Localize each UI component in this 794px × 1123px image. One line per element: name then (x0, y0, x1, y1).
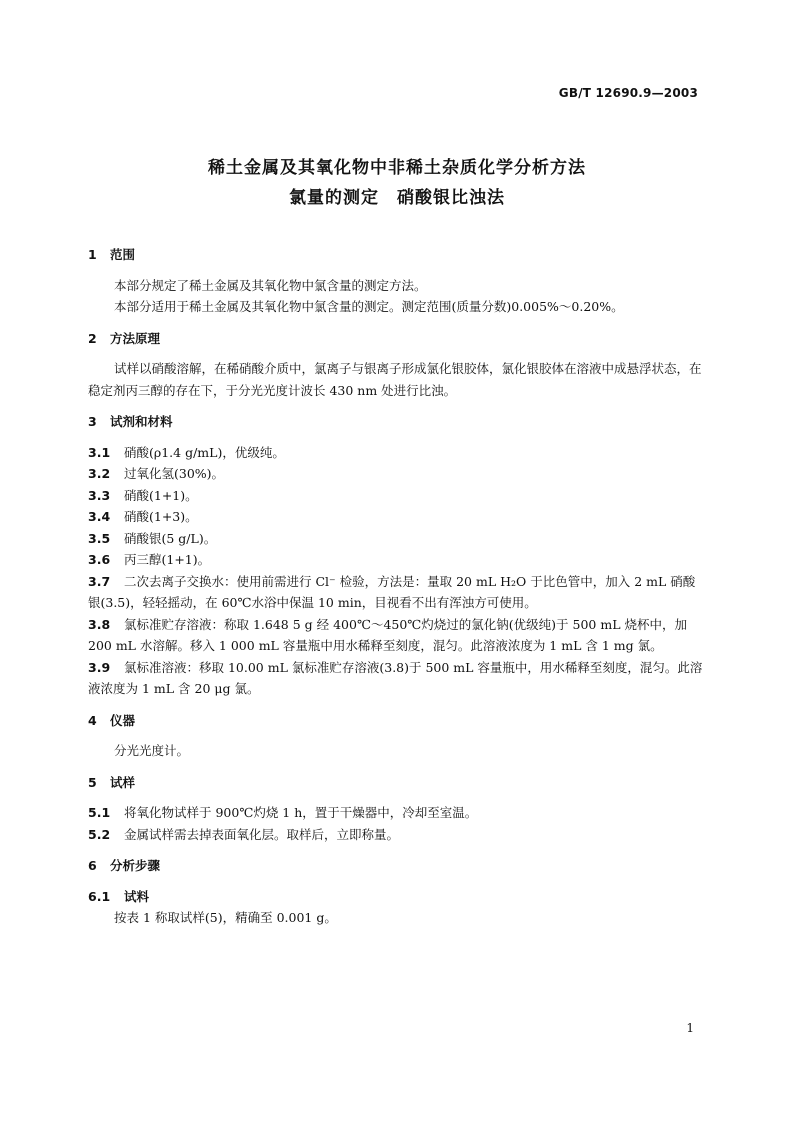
section-reagents (88, 411, 704, 700)
paragraph: 分光光度计。 (114, 743, 190, 758)
paragraph: 本部分适用于稀土金属及其氧化物中氯含量的测定。测定范围(质量分数)0.005%～0.20%。 (114, 299, 624, 314)
item-number: 3.9 (88, 659, 111, 675)
item-number: 3.8 (88, 616, 111, 632)
section-apparatus (88, 710, 704, 762)
item-text: 金属试样需去掉表面氧化层。取样后，立即称量。 (124, 826, 400, 842)
item-number: 3.6 (88, 552, 111, 567)
section-heading (88, 772, 704, 794)
standard-code: GB/T 12690.9—2003 (558, 86, 698, 100)
list-item (88, 485, 704, 507)
section-procedure (88, 855, 704, 929)
document-title-line-1: 稀土金属及其氧化物中非稀土杂质化学分析方法 (208, 158, 586, 178)
item-number: 3.3 (88, 487, 111, 503)
paragraph: 按表 1 称取试样(5)，精确至 0.001 g。 (114, 910, 337, 925)
section-title: 仪器 (110, 712, 136, 728)
subsection-heading (88, 886, 704, 908)
list-item (88, 802, 704, 824)
section-title: 范围 (110, 247, 136, 262)
list-item (88, 657, 704, 700)
section-number: 2 (88, 330, 97, 346)
list-item (88, 824, 704, 846)
item-number: 3.7 (88, 573, 111, 589)
section-scope (88, 244, 704, 318)
section-number: 1 (88, 247, 97, 262)
section-number: 5 (88, 774, 97, 790)
item-text: 氯标准贮存溶液：称取 1.648 5 g 经 400℃～450℃灼烧过的氯化钠(优级纯)于 500 mL 烧杯中，加 200 mL 水溶解。移入 1 000 mL 容量瓶中用水稀释至刻度，混匀。此溶液浓度为 1 mL 含 1 mg 氯。 (88, 616, 687, 653)
item-number: 3.1 (88, 444, 111, 460)
document-body (88, 244, 704, 939)
list-item (88, 528, 704, 550)
item-text: 过氧化氢(30%)。 (124, 466, 225, 481)
section-title: 分析步骤 (110, 858, 161, 873)
section-title: 试剂和材料 (110, 414, 173, 429)
item-number: 5.1 (88, 805, 111, 820)
item-text: 硝酸(1+3)。 (124, 509, 198, 524)
item-number: 5.2 (88, 826, 111, 842)
list-item (88, 506, 704, 528)
item-text: 将氧化物试样于 900℃灼烧 1 h，置于干燥器中，冷却至室温。 (124, 805, 478, 820)
section-number: 4 (88, 712, 97, 728)
section-heading (88, 328, 704, 350)
list-item (88, 614, 704, 657)
section-title: 方法原理 (110, 330, 161, 346)
section-sample (88, 772, 704, 846)
item-text: 丙三醇(1+1)。 (124, 552, 211, 567)
section-number: 6 (88, 858, 97, 873)
item-text: 硝酸银(5 g/L)。 (124, 530, 217, 546)
subsection-title: 试料 (124, 888, 150, 904)
paragraph: 试样以硝酸溶解，在稀硝酸介质中，氯离子与银离子形成氯化银胶体，氯化银胶体在溶液中成悬浮状态，在稳定剂丙三醇的存在下，于分光光度计波长 430 nm 处进行比浊。 (88, 361, 702, 398)
section-heading (88, 411, 704, 433)
item-number: 3.2 (88, 466, 111, 481)
section-heading (88, 855, 704, 877)
item-number: 3.5 (88, 530, 111, 546)
item-text: 硝酸(1+1)。 (124, 487, 198, 503)
section-heading (88, 244, 704, 266)
item-number: 3.4 (88, 509, 111, 524)
document-title-line-2: 氯量的测定 硝酸银比浊法 (289, 188, 505, 208)
item-text: 二次去离子交换水：使用前需进行 Cl⁻ 检验，方法是：量取 20 mL H₂O 于比色管中，加入 2 mL 硝酸银(3.5)，轻轻摇动，在 60℃水浴中保温 10 min，目视看不出有浑浊方可使用。 (88, 573, 696, 610)
item-text: 硝酸(ρ1.4 g/mL)，优级纯。 (124, 444, 285, 460)
section-number: 3 (88, 414, 97, 429)
page-number: 1 (686, 1021, 694, 1035)
list-item (88, 442, 704, 464)
subsection-number: 6.1 (88, 888, 111, 904)
list-item (88, 463, 704, 485)
item-text: 氯标准溶液：移取 10.00 mL 氯标准贮存溶液(3.8)于 500 mL 容量瓶中，用水稀释至刻度，混匀。此溶液浓度为 1 mL 含 20 μg 氯。 (88, 659, 703, 696)
section-principle (88, 328, 704, 402)
section-heading (88, 710, 704, 732)
list-item (88, 571, 704, 614)
list-item (88, 549, 704, 571)
paragraph: 本部分规定了稀土金属及其氧化物中氯含量的测定方法。 (114, 277, 427, 293)
section-title: 试样 (110, 774, 136, 790)
